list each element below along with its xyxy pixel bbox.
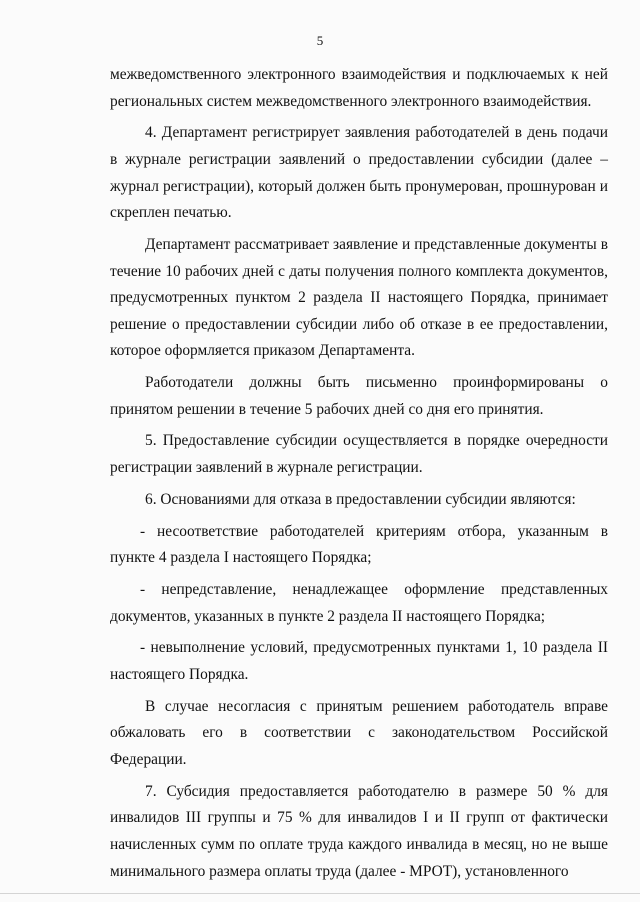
paragraph-item-7: 7. Субсидия предоставляется работодателю в размере 50 % для инвалидов III группы и 75 % для инвалидов I и II групп от фактически начисленных сумм по оплате труда каждого инвалида в месяц, но не выше минимального размера оплаты труда (далее - МРОТ), установленного [110, 782, 608, 880]
scan-bottom-edge [0, 893, 640, 894]
paragraph-item-6: 6. Основаниями для отказа в предоставлении субсидии являются: [145, 490, 576, 508]
list-item-refusal-documents: - непредставление, ненадлежащее оформление представленных документов, указанных в пункте 2 раздела II настоящего Порядка; [110, 581, 608, 625]
list-item-refusal-criteria: - несоответствие работодателей критериям отбора, указанным в пункте 4 раздела I настоящего Порядка; [110, 522, 608, 567]
paragraph-continuation: межведомственного электронного взаимодействия и подключаемых к ней региональных систем межведомственного электронного взаимодействия. [110, 66, 608, 110]
page-number: 5 [316, 33, 324, 48]
list-item-refusal-conditions: - невыполнение условий, предусмотренных пунктами 1, 10 раздела II настоящего Порядка. [110, 639, 608, 683]
paragraph-item-5: 5. Предоставление субсидии осуществляется в порядке очередности регистрации заявлений в журнале регистрации. [110, 432, 608, 477]
paragraph-item-4: 4. Департамент регистрирует заявления работодателей в день подачи в журнале регистрации заявлений о предоставлении субсидии (далее – журнал регистрации), который должен быть пронумерован, прошнурован и скреплен печатью. [110, 124, 608, 222]
paragraph-appeal: В случае несогласия с принятым решением работодатель вправе обжаловать его в соответствии с законодательством Российской Федерации. [110, 697, 608, 768]
paragraph-review-procedure: Департамент рассматривает заявление и представленные документы в течение 10 рабочих дней с даты получения полного комплекта документов, предусмотренных пунктом 2 раздела II настоящего Порядка, принимает решение о предоставлении субсидии либо об отказе в ее предоставлении, которое оформляется приказом Департамента. [110, 235, 608, 360]
document-body [110, 62, 608, 890]
paragraph-notification: Работодатели должны быть письменно проинформированы о принятом решении в течение 5 рабочих дней со дня его принятия. [110, 374, 608, 418]
